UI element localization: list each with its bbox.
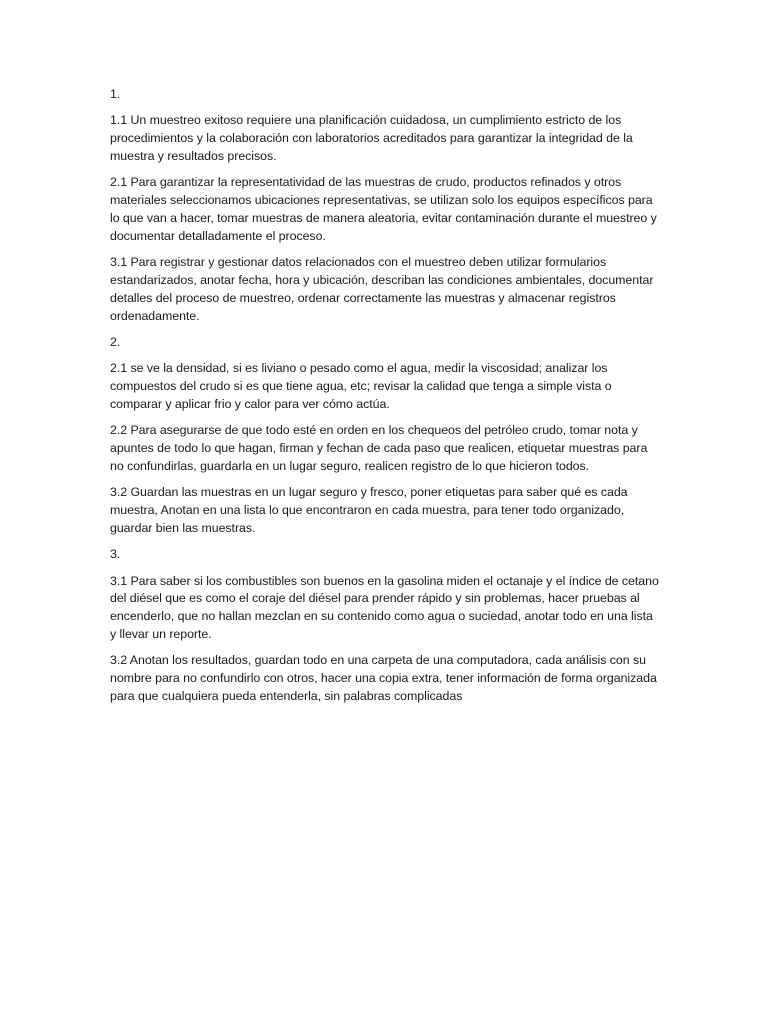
paragraph-3-2b: 3.2 Anotan los resultados, guardan todo en una carpeta de una computadora, cada análisis con su nombre para no confundirlo con otros, hacer una copia extra, tener información de forma organizada para que cualquiera pueda entenderla, sin palabras complicadas [110, 653, 657, 704]
paragraph-3-2: 3.2 Guardan las muestras en un lugar seguro y fresco, poner etiquetas para saber qué es cada muestra, Anotan en una lista lo que encontraron en cada muestra, para tener todo organizado, guardar bien las muestras. [110, 485, 628, 535]
paragraph-2-1: 2.1 Para garantizar la representatividad de las muestras de crudo, productos refinados y otros materiales seleccionamos ubicaciones representativas, se utilizan solo los equipos específicos para lo que van a hacer, tomar muestras de manera aleatoria, evitar contaminación durante el muestreo y documentar detalladamente el proceso. [110, 175, 657, 243]
paragraph-2-1b: 2.1 se ve la densidad, si es liviano o pesado como el agua, medir la viscosidad; analizar los compuestos del crudo si es que tiene agua, etc; revisar la calidad que tenga a simple vista o comparar y aplicar frio y calor para ver cómo actúa. [110, 361, 612, 411]
paragraph-3-1b: 3.1 Para saber si los combustibles son buenos en la gasolina miden el octanaje y el índice de cetano del diésel que es como el coraje del diésel para prender rápido y sin problemas, hacer pruebas al encenderlo, que no hallan mezclan en su contenido como agua o suciedad, anotar todo en una lista y llevar un reporte. [110, 573, 659, 642]
paragraph-2-2: 2.2 Para asegurarse de que todo esté en orden en los chequeos del petróleo crudo, tomar nota y apuntes de todo lo que hagan, firman y fechan de cada paso que realicen, etiquetar muestras para no confundirlas, guardarla en un lugar seguro, realicen registro de lo que hicieron todos. [110, 423, 648, 473]
document-body [110, 86, 660, 714]
section-heading-1: 1. [110, 87, 121, 101]
section-heading-3: 3. [110, 547, 121, 562]
section-heading-2: 2. [110, 334, 121, 349]
paragraph-3-1: 3.1 Para registrar y gestionar datos relacionados con el muestreo deben utilizar formularios estandarizados, anotar fecha, hora y ubicación, describan las condiciones ambientales, documentar detalles del proceso de muestreo, ordenar correctamente las muestras y almacenar registros ordenadamente. [110, 255, 654, 323]
paragraph-1-1: 1.1 Un muestreo exitoso requiere una planificación cuidadosa, un cumplimiento estricto de los procedimientos y la colaboración con laboratorios acreditados para garantizar la integridad de la muestra y resultados precisos. [110, 113, 633, 163]
